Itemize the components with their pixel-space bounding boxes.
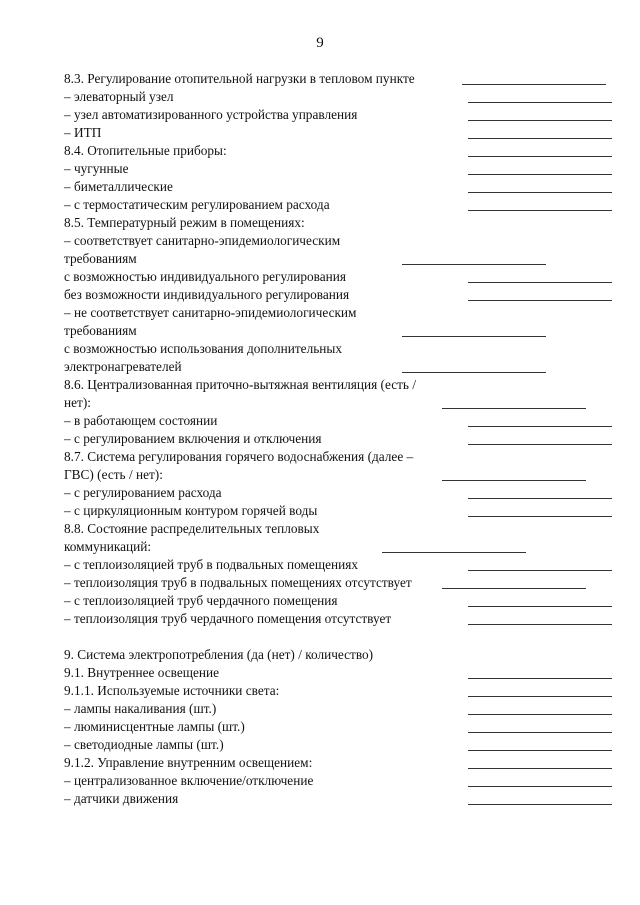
form-row bbox=[64, 718, 612, 736]
answer-line[interactable] bbox=[468, 606, 612, 607]
form-row bbox=[64, 646, 612, 664]
form-row bbox=[64, 736, 612, 754]
row-label: – теплоизоляция труб чердачного помещения отсутствует bbox=[64, 611, 392, 626]
section-gap bbox=[64, 628, 612, 646]
form-row bbox=[64, 682, 612, 700]
row-label: 8.5. Температурный режим в помещениях: bbox=[64, 215, 305, 230]
answer-line[interactable] bbox=[382, 552, 526, 553]
form-row bbox=[64, 430, 612, 448]
answer-line[interactable] bbox=[468, 714, 612, 715]
answer-line[interactable] bbox=[468, 138, 612, 139]
row-label: 9.1. Внутреннее освещение bbox=[64, 665, 220, 680]
form-content bbox=[64, 70, 612, 808]
answer-line[interactable] bbox=[468, 300, 612, 301]
row-label: 8.8. Состояние распределительных тепловых коммуникаций: bbox=[64, 521, 320, 554]
answer-line[interactable] bbox=[468, 120, 612, 121]
answer-line[interactable] bbox=[402, 372, 546, 373]
row-label: 9.1.2. Управление внутренним освещением: bbox=[64, 755, 313, 770]
row-label: – с термостатическим регулированием расхода bbox=[64, 197, 330, 212]
row-label: 9.1.1. Используемые источники света: bbox=[64, 683, 280, 698]
answer-line[interactable] bbox=[442, 480, 586, 481]
row-label: – в работающем состоянии bbox=[64, 413, 218, 428]
form-row bbox=[64, 106, 612, 124]
answer-line[interactable] bbox=[468, 750, 612, 751]
form-row bbox=[64, 610, 612, 628]
answer-line[interactable] bbox=[402, 264, 546, 265]
row-label: – лампы накаливания (шт.) bbox=[64, 701, 217, 716]
answer-line[interactable] bbox=[402, 336, 546, 337]
row-label: – с циркуляционным контуром горячей воды bbox=[64, 503, 318, 518]
form-row bbox=[64, 520, 612, 556]
row-label: – соответствует санитарно-эпидемиологическим требованиям bbox=[64, 233, 341, 266]
answer-line[interactable] bbox=[468, 444, 612, 445]
form-row bbox=[64, 214, 612, 232]
row-label: 8.6. Централизованная приточно-вытяжная вентиляция (есть / нет): bbox=[64, 377, 417, 410]
row-label: – чугунные bbox=[64, 161, 129, 176]
form-row bbox=[64, 790, 612, 808]
form-row bbox=[64, 286, 612, 304]
answer-line[interactable] bbox=[468, 786, 612, 787]
answer-line[interactable] bbox=[468, 570, 612, 571]
row-label: – с теплоизоляцией труб чердачного помещения bbox=[64, 593, 338, 608]
answer-line[interactable] bbox=[468, 732, 612, 733]
form-row bbox=[64, 772, 612, 790]
form-row bbox=[64, 376, 612, 412]
form-row bbox=[64, 70, 612, 88]
form-row bbox=[64, 592, 612, 610]
form-row bbox=[64, 412, 612, 430]
form-row bbox=[64, 502, 612, 520]
row-label: – датчики движения bbox=[64, 791, 179, 806]
answer-line[interactable] bbox=[468, 768, 612, 769]
row-label: – теплоизоляция труб в подвальных помещениях отсутствует bbox=[64, 575, 412, 590]
row-label: без возможности индивидуального регулирования bbox=[64, 287, 350, 302]
answer-line[interactable] bbox=[442, 408, 586, 409]
form-row bbox=[64, 556, 612, 574]
form-row bbox=[64, 232, 612, 268]
form-row bbox=[64, 700, 612, 718]
form-row bbox=[64, 664, 612, 682]
answer-line[interactable] bbox=[468, 174, 612, 175]
answer-line[interactable] bbox=[468, 804, 612, 805]
form-row bbox=[64, 448, 612, 484]
form-row bbox=[64, 754, 612, 772]
form-row bbox=[64, 124, 612, 142]
form-row bbox=[64, 88, 612, 106]
form-row bbox=[64, 484, 612, 502]
answer-line[interactable] bbox=[468, 678, 612, 679]
answer-line[interactable] bbox=[468, 624, 612, 625]
row-label: – не соответствует санитарно-эпидемиологическим требованиям bbox=[64, 305, 357, 338]
form-row bbox=[64, 196, 612, 214]
row-label: 8.7. Система регулирования горячего водоснабжения (далее – ГВС) (есть / нет): bbox=[64, 449, 414, 482]
answer-line[interactable] bbox=[468, 210, 612, 211]
form-row bbox=[64, 142, 612, 160]
answer-line[interactable] bbox=[468, 102, 612, 103]
form-row bbox=[64, 160, 612, 178]
form-row bbox=[64, 268, 612, 286]
row-label: – биметаллические bbox=[64, 179, 173, 194]
row-label: 8.4. Отопительные приборы: bbox=[64, 143, 227, 158]
page-number: 9 bbox=[316, 35, 324, 51]
answer-line[interactable] bbox=[468, 192, 612, 193]
answer-line[interactable] bbox=[468, 426, 612, 427]
form-row bbox=[64, 574, 612, 592]
answer-line[interactable] bbox=[468, 282, 612, 283]
answer-line[interactable] bbox=[468, 516, 612, 517]
answer-line[interactable] bbox=[468, 156, 612, 157]
row-label: – элеваторный узел bbox=[64, 89, 174, 104]
row-label: 9. Система электропотребления (да (нет) / количество) bbox=[64, 647, 374, 662]
answer-line[interactable] bbox=[468, 498, 612, 499]
answer-line[interactable] bbox=[462, 84, 606, 85]
row-label: – с теплоизоляцией труб в подвальных помещениях bbox=[64, 557, 358, 572]
row-label: 8.3. Регулирование отопительной нагрузки в тепловом пункте bbox=[64, 71, 415, 86]
row-label: – светодиодные лампы (шт.) bbox=[64, 737, 224, 752]
row-label: – узел автоматизированного устройства управления bbox=[64, 107, 358, 122]
answer-line[interactable] bbox=[468, 696, 612, 697]
form-row bbox=[64, 340, 612, 376]
row-label: – с регулированием расхода bbox=[64, 485, 222, 500]
form-row bbox=[64, 178, 612, 196]
row-label: – ИТП bbox=[64, 125, 102, 140]
row-label: – с регулированием включения и отключения bbox=[64, 431, 322, 446]
row-label: – централизованное включение/отключение bbox=[64, 773, 314, 788]
form-row bbox=[64, 304, 612, 340]
row-label: – люминисцентные лампы (шт.) bbox=[64, 719, 245, 734]
answer-line[interactable] bbox=[442, 588, 586, 589]
row-label: с возможностью использования дополнительных электронагревателей bbox=[64, 341, 342, 374]
row-label: с возможностью индивидуального регулирования bbox=[64, 269, 346, 284]
